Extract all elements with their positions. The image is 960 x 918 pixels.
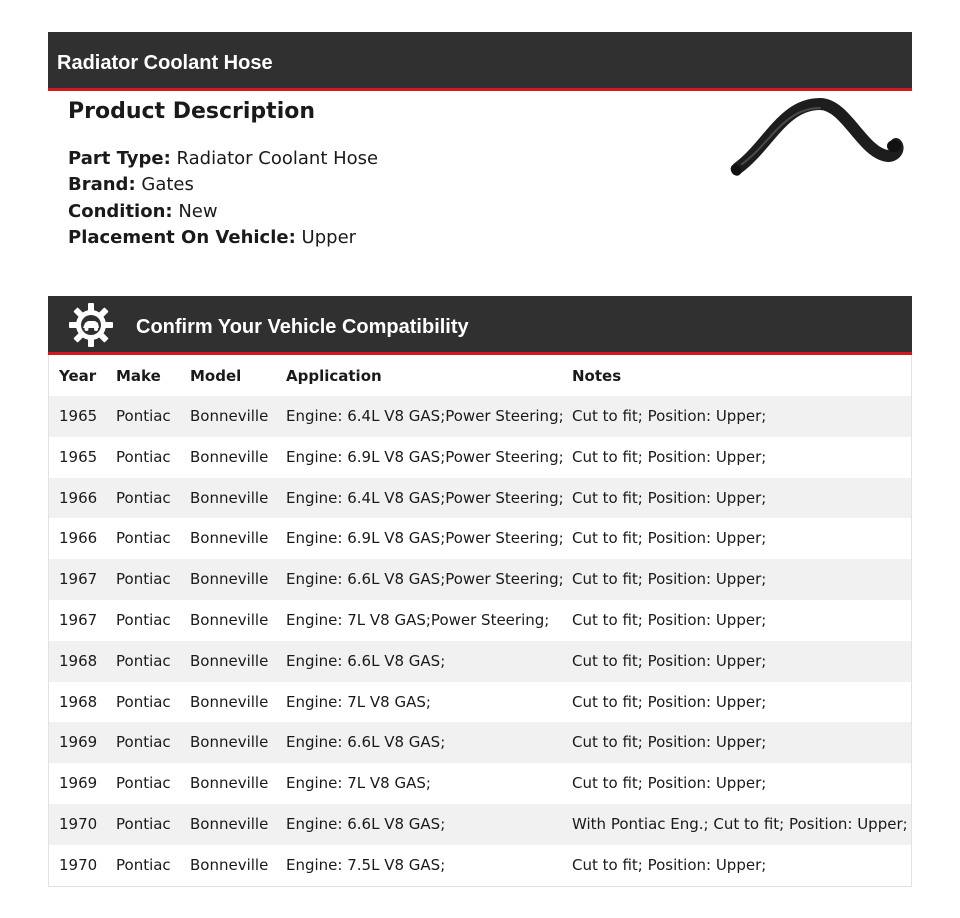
description-heading: Product Description — [68, 99, 316, 124]
cell-application: Engine: 7L V8 GAS; — [286, 774, 431, 793]
column-header-year: Year — [59, 367, 97, 385]
cell-year: 1965 — [59, 407, 98, 425]
gear-car-icon — [68, 302, 114, 348]
cell-model: Bonneville — [190, 488, 269, 507]
cell-model: Bonneville — [190, 529, 269, 548]
cell-make: Pontiac — [116, 855, 171, 874]
table-row — [49, 722, 911, 763]
column-header-model: Model — [190, 367, 242, 385]
cell-notes: Cut to fit; Position: Upper; — [572, 570, 767, 589]
column-header-notes: Notes — [572, 367, 622, 385]
spec-part-type — [68, 146, 708, 172]
spec-label: Condition: — [68, 200, 173, 222]
spec-value: New — [178, 200, 218, 222]
cell-model: Bonneville — [190, 855, 269, 874]
cell-year: 1970 — [59, 814, 98, 833]
table-row — [49, 518, 911, 559]
cell-make: Pontiac — [116, 814, 171, 833]
cell-application: Engine: 7L V8 GAS;Power Steering; — [286, 610, 550, 629]
cell-application: Engine: 6.9L V8 GAS;Power Steering; — [286, 447, 564, 466]
cell-make: Pontiac — [116, 570, 171, 589]
cell-model: Bonneville — [190, 610, 269, 629]
cell-application: Engine: 6.4L V8 GAS;Power Steering; — [286, 407, 564, 425]
table-row — [49, 682, 911, 723]
cell-application: Engine: 6.4L V8 GAS;Power Steering; — [286, 488, 564, 507]
spec-label: Part Type: — [68, 148, 171, 169]
cell-year: 1968 — [59, 692, 98, 711]
cell-year: 1965 — [59, 447, 98, 466]
table-row — [49, 559, 911, 600]
cell-notes: Cut to fit; Position: Upper; — [572, 407, 767, 425]
column-header-application: Application — [286, 367, 382, 385]
cell-make: Pontiac — [116, 733, 171, 752]
cell-make: Pontiac — [116, 488, 171, 507]
table-row — [49, 600, 911, 641]
spec-value: Radiator Coolant Hose — [176, 148, 379, 169]
cell-notes: Cut to fit; Position: Upper; — [572, 610, 767, 629]
spec-placement — [68, 225, 708, 251]
spec-label: Brand: — [68, 174, 136, 196]
table-row — [49, 396, 911, 437]
cell-make: Pontiac — [116, 692, 171, 711]
cell-make: Pontiac — [116, 610, 171, 629]
cell-model: Bonneville — [190, 407, 269, 425]
cell-application: Engine: 7.5L V8 GAS; — [286, 855, 446, 874]
cell-year: 1967 — [59, 610, 98, 629]
table-row — [49, 478, 911, 519]
cell-year: 1968 — [59, 651, 98, 670]
compatibility-header — [48, 296, 912, 355]
cell-notes: Cut to fit; Position: Upper; — [572, 733, 767, 752]
table-header-row — [49, 355, 911, 396]
cell-make: Pontiac — [116, 651, 171, 670]
cell-notes: Cut to fit; Position: Upper; — [572, 488, 767, 507]
cell-notes: Cut to fit; Position: Upper; — [572, 855, 767, 874]
product-description — [68, 96, 708, 252]
cell-make: Pontiac — [116, 774, 171, 793]
cell-year: 1969 — [59, 733, 98, 752]
cell-application: Engine: 6.6L V8 GAS; — [286, 733, 446, 752]
cell-notes: With Pontiac Eng.; Cut to fit; Position: Upper; — [572, 814, 908, 833]
table-row — [49, 437, 911, 478]
compatibility-title: Confirm Your Vehicle Compatibility — [136, 316, 469, 338]
column-header-make: Make — [116, 367, 161, 385]
cell-year: 1967 — [59, 570, 98, 589]
cell-notes: Cut to fit; Position: Upper; — [572, 651, 767, 670]
cell-application: Engine: 7L V8 GAS; — [286, 692, 431, 711]
cell-application: Engine: 6.6L V8 GAS; — [286, 814, 446, 833]
table-row — [49, 845, 911, 886]
spec-condition — [68, 199, 708, 225]
table-row — [49, 804, 911, 845]
cell-application: Engine: 6.6L V8 GAS; — [286, 651, 446, 670]
cell-model: Bonneville — [190, 774, 269, 793]
spec-list — [68, 146, 708, 252]
cell-make: Pontiac — [116, 529, 171, 548]
spec-brand — [68, 172, 708, 198]
cell-model: Bonneville — [190, 814, 269, 833]
cell-make: Pontiac — [116, 447, 171, 466]
cell-notes: Cut to fit; Position: Upper; — [572, 447, 767, 466]
product-title: Radiator Coolant Hose — [57, 52, 273, 74]
cell-notes: Cut to fit; Position: Upper; — [572, 774, 767, 793]
table-row — [49, 641, 911, 682]
cell-model: Bonneville — [190, 733, 269, 752]
spec-value: Upper — [301, 227, 357, 249]
cell-year: 1966 — [59, 488, 98, 507]
cell-notes: Cut to fit; Position: Upper; — [572, 692, 767, 711]
cell-application: Engine: 6.6L V8 GAS;Power Steering; — [286, 570, 564, 589]
hose-product-image — [728, 96, 908, 180]
cell-year: 1969 — [59, 774, 98, 793]
cell-year: 1970 — [59, 855, 98, 874]
cell-model: Bonneville — [190, 651, 269, 670]
compatibility-table — [48, 355, 912, 887]
cell-model: Bonneville — [190, 692, 269, 711]
cell-application: Engine: 6.9L V8 GAS;Power Steering; — [286, 529, 564, 548]
spec-value: Gates — [141, 174, 194, 196]
cell-make: Pontiac — [116, 407, 171, 425]
cell-year: 1966 — [59, 529, 98, 548]
table-row — [49, 763, 911, 804]
spec-label: Placement On Vehicle: — [68, 227, 296, 249]
cell-notes: Cut to fit; Position: Upper; — [572, 529, 767, 548]
cell-model: Bonneville — [190, 570, 269, 589]
cell-model: Bonneville — [190, 447, 269, 466]
product-title-bar — [48, 32, 912, 91]
